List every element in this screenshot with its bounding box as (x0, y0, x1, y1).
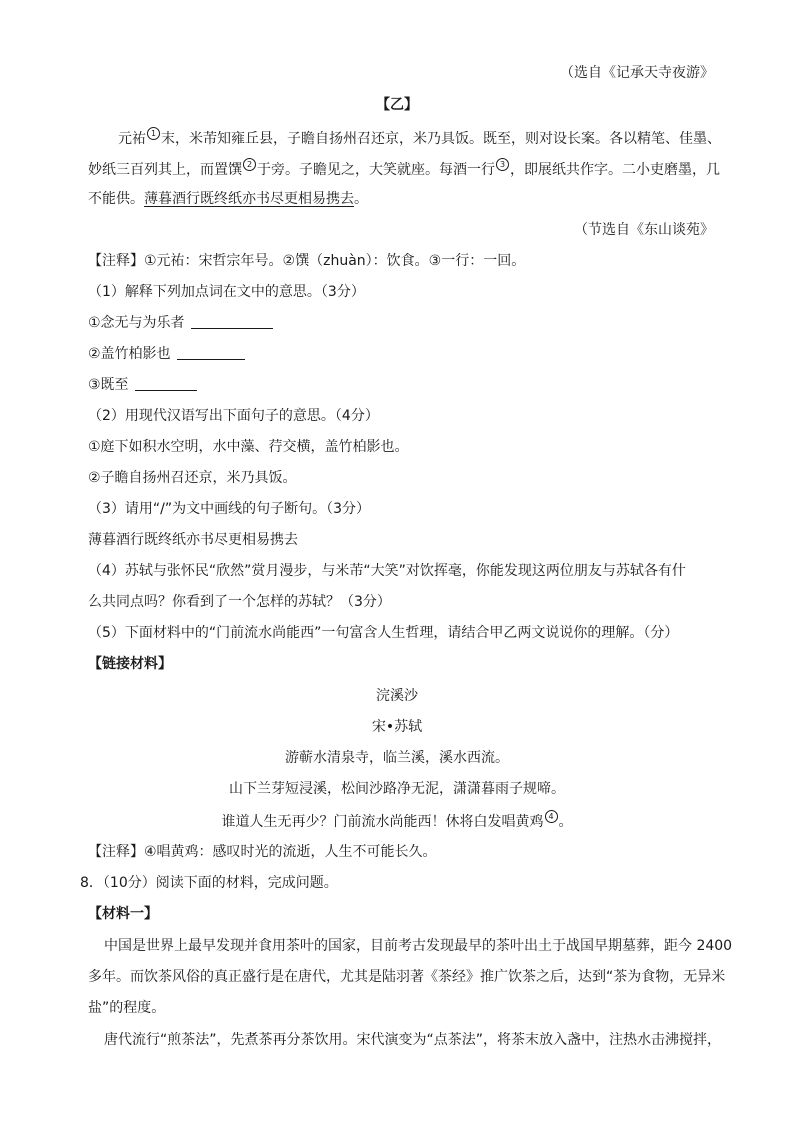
section-b-title: 【乙】 (376, 97, 418, 113)
question-2-item-1: ①庭下如积水空明，水中藻、荇交横，盖竹柏影也。 (88, 439, 409, 455)
poem-line-1: 游蕲水清泉寺，临兰溪，溪水西流。 (285, 750, 509, 766)
link-material-title: 【链接材料】 (88, 656, 172, 672)
question-2-item-2: ②子瞻自扬州召还京，米乃具饭。 (88, 470, 297, 486)
passage-b-line-3: 不能供。薄暮酒行既终纸亦书尽更相易携去。 (88, 191, 368, 207)
poem-line-2: 山下兰芽短浸溪，松间沙路净无泥，潇潇暮雨子规啼。 (229, 781, 565, 797)
material-1-line-2: 多年。而饮茶风俗的真正盛行是在唐代，尤其是陆羽著《茶经》推广饮茶之后，达到“茶为食物，无异米 (88, 969, 726, 985)
poem-title: 浣溪沙 (376, 688, 418, 704)
question-4-line-2: 么共同点吗？你看到了一个怎样的苏轼？（3分） (88, 594, 391, 610)
question-8-heading: 8．（10分）阅读下面的材料，完成问题。 (80, 875, 338, 891)
material-1-line-1: 中国是世界上最早发现并食用茶叶的国家，目前考古发现最早的茶叶出土于战国早期墓葬，距今 2400 (104, 938, 733, 954)
question-1-item-1: ①念无与为乐者 (88, 313, 273, 333)
passage-b-line-2: 妙纸三百列其上，而置馔 2 于旁。子瞻见之，大笑就座。每酒一行 3 ，即展纸共作字。二小吏磨墨，几 (88, 160, 720, 178)
poem-line-3: 谁道人生无再少？门前流水尚能西！休将白发唱黄鸡 4 。 (221, 812, 573, 830)
underlined-sentence: 薄暮酒行既终纸亦书尽更相易携去 (144, 191, 354, 207)
answer-blank-2[interactable] (177, 345, 245, 360)
answer-blank-1[interactable] (191, 314, 273, 329)
question-5: （5）下面材料中的“门前流水尚能西”一句富含人生哲理，请结合甲乙两文说说你的理解。（分） (88, 625, 679, 641)
question-1-item-2: ②盖竹柏影也 (88, 344, 245, 364)
question-3: （3）请用“/”为文中画线的句子断句。（3分） (88, 501, 371, 517)
footnote-marker-4: 4 (545, 810, 558, 823)
material-2-line-1: 唐代流行“煎茶法”，先煮茶再分茶饮用。宋代演变为“点茶法”，将茶末放入盏中，注热水击沸搅拌， (104, 1032, 722, 1048)
footnote-marker-2: 2 (243, 158, 256, 171)
question-2: （2）用现代汉语写出下面句子的意思。（4分） (88, 408, 379, 424)
question-1-item-3: ③既至 (88, 375, 197, 395)
question-4-line-1: （4）苏轼与张怀民“欣然”赏月漫步，与米芾“大笑”对饮挥毫，你能发现这两位朋友与苏轼各有什 (88, 563, 686, 579)
question-1: （1）解释下列加点词在文中的意思。（3分） (88, 284, 365, 300)
annotation-notes-1: 【注释】①元祐：宋哲宗年号。②馔（zhuàn）：饮食。③一行：一回。 (88, 253, 526, 269)
annotation-notes-2: 【注释】④唱黄鸡：感叹时光的流逝，人生不可能长久。 (88, 844, 437, 860)
question-3-sentence: 薄暮酒行既终纸亦书尽更相易携去 (88, 532, 298, 548)
answer-blank-3[interactable] (135, 376, 197, 391)
source-citation-b: （节选自《东山谈苑》 (574, 222, 714, 238)
passage-b-line-1: 元祐 1 末，米芾知雍丘县，子瞻自扬州召还京，米乃具饭。既至，则对设长案。各以精笔、佳墨、 (118, 129, 721, 147)
footnote-marker-1: 1 (147, 127, 160, 140)
poem-author: 宋•苏轼 (371, 719, 423, 735)
source-citation-a: （选自《记承天寺夜游》 (560, 65, 714, 81)
footnote-marker-3: 3 (496, 158, 509, 171)
material-1-line-3: 盐”的程度。 (88, 1000, 166, 1016)
material-1-title: 【材料一】 (88, 906, 158, 922)
